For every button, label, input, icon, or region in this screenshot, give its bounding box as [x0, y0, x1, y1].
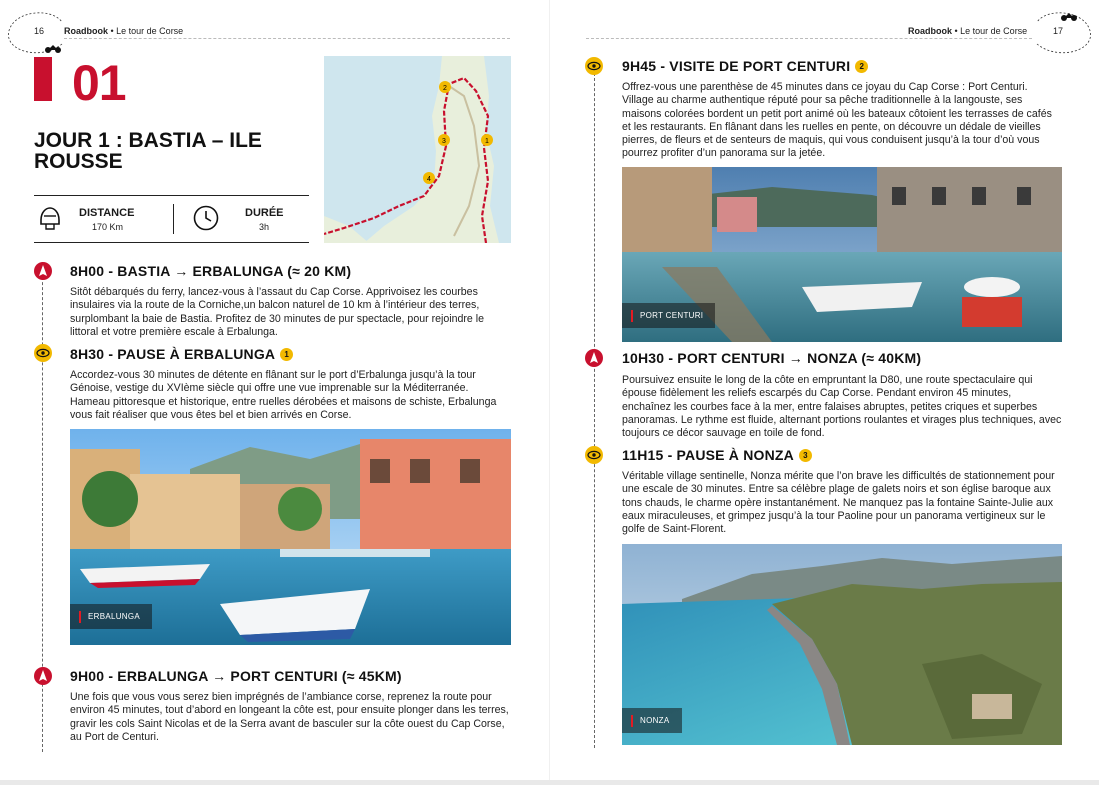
step-text: Véritable village sentinelle, Nonza mérite que l’on brave les difficultés de stationnement pour une escale de 30 minutes. Entre sa célèbre plage de galets noirs et son église baroque aux tons chauds, le charme opère instantanément. Ne manquez pas la fontaine Sainte-Julie aux eaux miraculeuses, et grimpez jusqu’à la tour Paoline pour un panorama vertigineux sur le golfe de Saint-Florent. — [622, 470, 1055, 536]
eye-icon — [585, 446, 603, 464]
map-marker-label: 4 — [427, 176, 431, 183]
route-map — [324, 56, 511, 243]
day-number: 01 — [72, 55, 126, 111]
helmet-icon — [36, 204, 64, 232]
eye-icon — [34, 344, 52, 362]
step-title-text: 9H45 - VISITE DE PORT CENTURI — [622, 58, 851, 74]
page-number: 17 — [1053, 26, 1064, 36]
photo-caption: PORT CENTURI — [622, 303, 715, 328]
photo-nonza — [622, 544, 1062, 745]
running-head-title: Roadbook — [64, 26, 108, 36]
step-text: Une fois que vous vous serez bien imprégnés de l’ambiance corse, reprenez la route pour environ 45 minutes, tout d’abord en longeant la côte est, pour ensuite plonger dans les terres, gravir les cols Saint Nicolas et de la Serra avant de basculer sur la côte ouest du Cap Corse, au Port de Centuri. — [70, 691, 509, 743]
distance-value: 170 Km — [92, 222, 124, 232]
running-head — [64, 26, 183, 36]
running-head-subtitle: • Le tour de Corse — [952, 26, 1028, 36]
right-page — [550, 0, 1099, 780]
step-text: Offrez-vous une parenthèse de 45 minutes dans ce joyau du Cap Corse : Port Centuri. Village au charme authentique réputé pour sa pêche traditionnelle à la langouste, ses maisons colorées bordent un petit port animé où les bateaux côtoient les terrasses de cafés et les restaurants. En flânant dans les ruelles en pente, on découvre un dédale de vieilles pierres, de fleurs et de senteurs de maquis, qui vous conduisent jusqu’à la tour d’où vous pourrez profiter d’un panorama sur la jetée. — [622, 81, 1052, 160]
step-text: Sitôt débarqués du ferry, lancez-vous à l’assaut du Cap Corse. Apprivoisez les courbes insulaires via la route de la Corniche,un balcon naturel de 10 km à l’intérieur des terres, surplombant la baie de Bastia. Profitez de 30 minutes de pur spectacle, pour rejoindre le littoral et votre première escale à Erbalunga. — [70, 286, 484, 338]
step-title — [622, 58, 868, 74]
road-icon — [34, 262, 52, 280]
motorcycle-icon — [44, 42, 62, 54]
duration-label: DURÉE — [245, 207, 284, 219]
running-head-title: Roadbook — [908, 26, 952, 36]
step-title: 8H00 - BASTIA → ERBALUNGA (≈ 20 KM) — [70, 263, 352, 279]
step-title-text: 11H15 - PAUSE À NONZA — [622, 447, 794, 463]
road-icon — [585, 349, 603, 367]
duration-value: 3h — [259, 222, 270, 232]
header-rule — [586, 38, 1032, 39]
stop-badge: 3 — [799, 449, 812, 462]
day-title: JOUR 1 : BASTIA – ILE ROUSSE — [34, 129, 262, 173]
photo-erbalunga — [70, 429, 511, 645]
left-page — [0, 0, 549, 780]
road-icon — [34, 667, 52, 685]
step-text: Poursuivez ensuite le long de la côte en empruntant la D80, une route spectaculaire qui épouse fidèlement les reliefs escarpés du Cap Corse. Pendant environ 45 minutes, enchaînez les courbes face à la mer, entre falaises abruptes, petites criques et superbes panoramas. Le rythme est fluide, alternant portions roulantes et virages plus techniques, avec toujours ce décor sauvage en toile de fond. — [622, 374, 1062, 440]
map-marker-label: 1 — [485, 138, 489, 145]
step-title: 10H30 - PORT CENTURI → NONZA (≈ 40KM) — [622, 350, 922, 366]
step-title — [622, 447, 812, 463]
stats-separator — [173, 204, 174, 234]
trip-stats — [34, 195, 309, 243]
motorcycle-icon — [1060, 10, 1078, 22]
eye-icon — [585, 57, 603, 75]
step-title: 9H00 - ERBALUNGA → PORT CENTURI (≈ 45KM) — [70, 668, 402, 684]
map-marker-label: 3 — [442, 138, 446, 145]
stop-badge: 1 — [280, 348, 293, 361]
running-head-subtitle: • Le tour de Corse — [108, 26, 184, 36]
route-map-graphic — [324, 56, 511, 243]
nonza-coast-illustration — [622, 544, 1062, 745]
header-rule — [64, 38, 510, 39]
photo-caption: ERBALUNGA — [70, 604, 152, 629]
photo-port-centuri — [622, 167, 1062, 342]
itinerary-timeline — [594, 58, 595, 748]
running-head — [908, 26, 1027, 36]
step-text: Accordez-vous 30 minutes de détente en flânant sur le port d’Erbalunga jusqu’à la tour Génoise, vestige du XVIème siècle qui offre une vue imprenable sur la Méditerranée. Hameau pittoresque et historique, entre ruelles dérobées et maisons de schiste, Erbalunga vous fait réaliser que vous êtes bel et bien arrivés en Corse. — [70, 369, 497, 421]
distance-label: DISTANCE — [79, 207, 135, 219]
page-number: 16 — [34, 26, 45, 36]
clock-icon — [192, 204, 220, 232]
step-title-text: 8H30 - PAUSE À ERBALUNGA — [70, 346, 276, 362]
stop-badge: 2 — [855, 60, 868, 73]
photo-caption: NONZA — [622, 708, 682, 733]
step-title — [70, 346, 293, 362]
day-accent-bar — [34, 57, 52, 101]
map-marker-label: 2 — [443, 85, 447, 92]
